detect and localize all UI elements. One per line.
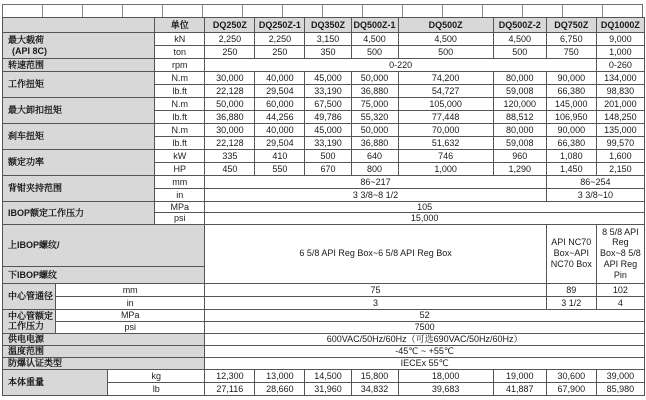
label-brake-torque: 刹车扭矩 bbox=[3, 124, 155, 150]
label-ibop-pressure: IBOP额定工作压力 bbox=[3, 202, 155, 225]
value-ibop-mpa: 105 bbox=[205, 202, 645, 213]
row-brake-torque-nm bbox=[3, 124, 645, 137]
value-cell: 51,632 bbox=[398, 137, 493, 150]
unit-in: in bbox=[155, 189, 205, 202]
value-explosion-proof-cert: IECEx 55℃ bbox=[205, 357, 645, 369]
label-max-load bbox=[3, 33, 155, 59]
empty-cell bbox=[123, 5, 163, 17]
value-cell: 500 bbox=[305, 150, 351, 163]
value-cell: 4,500 bbox=[351, 33, 398, 46]
value-cell: 22,128 bbox=[205, 137, 255, 150]
value-cell: 29,504 bbox=[255, 137, 305, 150]
unit-psi: psi bbox=[155, 213, 205, 224]
value-cell: 50,000 bbox=[351, 124, 398, 137]
column-header-dq1000z: DQ1000Z bbox=[596, 18, 644, 33]
unit-kg: kg bbox=[108, 369, 205, 382]
value-cell: 1,080 bbox=[546, 150, 596, 163]
value-cell: 30,600 bbox=[546, 369, 596, 382]
row-weight-kg bbox=[3, 369, 645, 382]
value-cell: 67,900 bbox=[546, 382, 596, 395]
value-cell: 3,150 bbox=[305, 33, 351, 46]
empty-cell bbox=[43, 5, 83, 17]
value-cell: 746 bbox=[398, 150, 493, 163]
value-cell: 36,880 bbox=[205, 111, 255, 124]
value-cell: 670 bbox=[305, 163, 351, 176]
value-cell: 13,000 bbox=[255, 369, 305, 382]
unit-psi: psi bbox=[56, 321, 205, 333]
value-cell: 30,000 bbox=[205, 124, 255, 137]
label-backup-tong: 背钳夹持范围 bbox=[3, 176, 155, 202]
value-center-bore-in-dq1000z: 4 bbox=[596, 296, 644, 309]
empty-cell bbox=[563, 5, 603, 17]
unit-kn: kN bbox=[155, 33, 205, 46]
value-cell: 350 bbox=[305, 46, 351, 59]
value-cell: 500 bbox=[493, 46, 546, 59]
value-ibop-thread-dq750z: API NC70 Box~API NC70 Box bbox=[546, 224, 596, 283]
value-cell: 14,500 bbox=[305, 369, 351, 382]
value-cell: 250 bbox=[205, 46, 255, 59]
value-cell: 34,832 bbox=[351, 382, 398, 395]
empty-cell bbox=[403, 5, 443, 17]
unit-mm: mm bbox=[56, 283, 205, 296]
value-cell: 39,000 bbox=[596, 369, 644, 382]
column-header-dq250z: DQ250Z bbox=[205, 18, 255, 33]
unit-lbft: lb.ft bbox=[155, 85, 205, 98]
value-backup-tong-in-last: 3 3/8~10 bbox=[546, 189, 644, 202]
column-header-dq250z-1: DQ250Z-1 bbox=[255, 18, 305, 33]
header-unit: 单位 bbox=[155, 18, 205, 33]
row-temperature-range bbox=[3, 345, 645, 357]
value-cell: 66,380 bbox=[546, 85, 596, 98]
unit-nm: N.m bbox=[155, 124, 205, 137]
value-ibop-thread-dq1000z: 8 5/8 API Reg Box~8 5/8 API Reg Pin bbox=[596, 224, 644, 283]
header-blank bbox=[3, 18, 155, 33]
value-cell: 45,000 bbox=[305, 124, 351, 137]
value-cell: 250 bbox=[255, 46, 305, 59]
empty-cell bbox=[523, 5, 563, 17]
value-cell: 41,887 bbox=[493, 382, 546, 395]
unit-mm: mm bbox=[155, 176, 205, 189]
value-cell: 33,190 bbox=[305, 137, 351, 150]
row-center-bore-in bbox=[3, 296, 645, 309]
row-power-supply bbox=[3, 333, 645, 345]
value-cell: 40,000 bbox=[255, 72, 305, 85]
value-cell: 1,290 bbox=[493, 163, 546, 176]
empty-cell bbox=[363, 5, 403, 17]
unit-lbft: lb.ft bbox=[155, 111, 205, 124]
unit-kw: kW bbox=[155, 150, 205, 163]
value-backup-tong-mm-last: 86~254 bbox=[546, 176, 644, 189]
label-temperature-range: 温度范围 bbox=[3, 345, 205, 357]
value-cell: 88,512 bbox=[493, 111, 546, 124]
label-max-load-line1: 最大载荷 bbox=[8, 35, 45, 46]
empty-cell bbox=[163, 5, 203, 17]
value-cell: 18,000 bbox=[398, 369, 493, 382]
row-explosion-proof-cert bbox=[3, 357, 645, 369]
empty-cell bbox=[603, 5, 642, 17]
value-cell: 55,320 bbox=[351, 111, 398, 124]
value-cell: 4,500 bbox=[493, 33, 546, 46]
label-working-torque: 工作扭矩 bbox=[3, 72, 155, 98]
value-cell: 80,000 bbox=[493, 124, 546, 137]
value-cell: 640 bbox=[351, 150, 398, 163]
value-cell: 50,000 bbox=[351, 72, 398, 85]
label-body-weight: 本体重量 bbox=[3, 369, 108, 395]
unit-lb: lb bbox=[108, 382, 205, 395]
value-cell: 960 bbox=[493, 150, 546, 163]
value-cell: 800 bbox=[351, 163, 398, 176]
value-cell: 90,000 bbox=[546, 124, 596, 137]
value-cell: 54,727 bbox=[398, 85, 493, 98]
value-center-pressure-mpa: 52 bbox=[205, 309, 645, 321]
value-cell: 148,250 bbox=[596, 111, 644, 124]
column-header-dq500z: DQ500Z bbox=[398, 18, 493, 33]
unit-nm: N.m bbox=[155, 98, 205, 111]
value-cell: 335 bbox=[205, 150, 255, 163]
empty-cell bbox=[283, 5, 323, 17]
empty-cell bbox=[443, 5, 483, 17]
value-speed-main: 0-220 bbox=[205, 59, 597, 72]
unit-ton: ton bbox=[155, 46, 205, 59]
value-cell: 30,000 bbox=[205, 72, 255, 85]
value-cell: 36,880 bbox=[351, 85, 398, 98]
label-power-supply: 供电电源 bbox=[3, 333, 205, 345]
value-cell: 500 bbox=[398, 46, 493, 59]
value-cell: 74,200 bbox=[398, 72, 493, 85]
row-rated-power-kw bbox=[3, 150, 645, 163]
value-cell: 50,000 bbox=[205, 98, 255, 111]
label-rated-power: 额定功率 bbox=[3, 150, 155, 176]
column-header-dq750z: DQ750Z bbox=[546, 18, 596, 33]
value-center-bore-mm-dq750z: 89 bbox=[546, 283, 596, 296]
row-working-torque-nm bbox=[3, 72, 645, 85]
value-cell: 59,008 bbox=[493, 85, 546, 98]
value-cell: 450 bbox=[205, 163, 255, 176]
value-center-pressure-psi: 7500 bbox=[205, 321, 645, 333]
value-cell: 85,980 bbox=[596, 382, 644, 395]
value-cell: 145,000 bbox=[546, 98, 596, 111]
value-cell: 40,000 bbox=[255, 124, 305, 137]
empty-cell bbox=[483, 5, 523, 17]
empty-cell bbox=[243, 5, 283, 17]
column-header-dq500z-1: DQ500Z-1 bbox=[351, 18, 398, 33]
value-cell: 12,300 bbox=[205, 369, 255, 382]
value-cell: 105,000 bbox=[398, 98, 493, 111]
value-cell: 90,000 bbox=[546, 72, 596, 85]
value-cell: 1,450 bbox=[546, 163, 596, 176]
column-header-dq350z: DQ350Z bbox=[305, 18, 351, 33]
row-center-pressure-mpa bbox=[3, 309, 645, 321]
value-cell: 60,000 bbox=[255, 98, 305, 111]
header-row bbox=[3, 18, 645, 33]
value-cell: 45,000 bbox=[305, 72, 351, 85]
value-cell: 201,000 bbox=[596, 98, 644, 111]
row-ibop-thread-upper bbox=[3, 224, 645, 266]
value-cell: 19,000 bbox=[493, 369, 546, 382]
value-power-supply: 600VAC/50Hz/60Hz（可选690VAC/50Hz/60Hz） bbox=[205, 333, 645, 345]
label-center-pressure: 中心管额定工作压力 bbox=[3, 309, 56, 333]
label-center-bore: 中心管通径 bbox=[3, 283, 56, 309]
empty-cell bbox=[323, 5, 363, 17]
value-cell: 2,250 bbox=[205, 33, 255, 46]
row-ibop-pressure-mpa bbox=[3, 202, 645, 213]
value-cell: 120,000 bbox=[493, 98, 546, 111]
value-cell: 410 bbox=[255, 150, 305, 163]
value-cell: 1,000 bbox=[398, 163, 493, 176]
row-max-load-kn bbox=[3, 33, 645, 46]
value-cell: 22,128 bbox=[205, 85, 255, 98]
unit-nm: N.m bbox=[155, 72, 205, 85]
value-cell: 106,950 bbox=[546, 111, 596, 124]
value-cell: 15,800 bbox=[351, 369, 398, 382]
value-cell: 33,190 bbox=[305, 85, 351, 98]
row-speed-range bbox=[3, 59, 645, 72]
unit-in: in bbox=[56, 296, 205, 309]
value-ibop-thread-main: 6 5/8 API Reg Box~6 5/8 API Reg Box bbox=[205, 224, 546, 283]
value-cell: 1,000 bbox=[596, 46, 644, 59]
row-backup-tong-mm bbox=[3, 176, 645, 189]
value-cell: 70,000 bbox=[398, 124, 493, 137]
value-cell: 134,000 bbox=[596, 72, 644, 85]
value-cell: 28,660 bbox=[255, 382, 305, 395]
value-cell: 4,500 bbox=[398, 33, 493, 46]
row-center-pressure-psi bbox=[3, 321, 645, 333]
value-cell: 39,683 bbox=[398, 382, 493, 395]
label-ibop-thread-lower: 下IBOP螺纹 bbox=[3, 266, 205, 283]
value-cell: 2,150 bbox=[596, 163, 644, 176]
value-cell: 27,116 bbox=[205, 382, 255, 395]
unit-rpm: rpm bbox=[155, 59, 205, 72]
label-explosion-proof-cert: 防爆认证类型 bbox=[3, 357, 205, 369]
value-cell: 49,786 bbox=[305, 111, 351, 124]
column-header-dq500z-2: DQ500Z-2 bbox=[493, 18, 546, 33]
unit-mpa: MPa bbox=[56, 309, 205, 321]
label-max-load-line2: (API 8C) bbox=[12, 45, 48, 56]
value-cell: 66,380 bbox=[546, 137, 596, 150]
value-backup-tong-mm-main: 86~217 bbox=[205, 176, 546, 189]
unit-hp: HP bbox=[155, 163, 205, 176]
value-cell: 550 bbox=[255, 163, 305, 176]
value-cell: 9,000 bbox=[596, 33, 644, 46]
label-breakout-torque: 最大卸扣扭矩 bbox=[3, 98, 155, 124]
spec-table bbox=[2, 17, 645, 396]
value-cell: 44,256 bbox=[255, 111, 305, 124]
value-cell: 59,008 bbox=[493, 137, 546, 150]
value-speed-dq1000z: 0-260 bbox=[596, 59, 644, 72]
empty-grid-row bbox=[2, 4, 643, 17]
value-cell: 500 bbox=[351, 46, 398, 59]
value-cell: 31,960 bbox=[305, 382, 351, 395]
value-center-bore-mm-dq1000z: 102 bbox=[596, 283, 644, 296]
value-center-bore-mm-main: 75 bbox=[205, 283, 546, 296]
unit-lbft: lb.ft bbox=[155, 137, 205, 150]
value-cell: 75,000 bbox=[351, 98, 398, 111]
empty-cell bbox=[3, 5, 43, 17]
row-breakout-torque-nm bbox=[3, 98, 645, 111]
value-cell: 67,500 bbox=[305, 98, 351, 111]
empty-cell bbox=[83, 5, 123, 17]
value-cell: 6,750 bbox=[546, 33, 596, 46]
value-center-bore-in-main: 3 bbox=[205, 296, 546, 309]
label-ibop-thread-upper: 上IBOP螺纹/ bbox=[3, 224, 205, 266]
value-cell: 2,250 bbox=[255, 33, 305, 46]
value-backup-tong-in-main: 3 3/8~8 1/2 bbox=[205, 189, 546, 202]
unit-mpa: MPa bbox=[155, 202, 205, 213]
row-center-bore-mm bbox=[3, 283, 645, 296]
label-speed-range: 转速范围 bbox=[3, 59, 155, 72]
value-cell: 98,830 bbox=[596, 85, 644, 98]
value-cell: 135,000 bbox=[596, 124, 644, 137]
value-cell: 1,600 bbox=[596, 150, 644, 163]
value-temperature-range: -45℃ ~ +55℃ bbox=[205, 345, 645, 357]
empty-cell bbox=[203, 5, 243, 17]
value-cell: 99,570 bbox=[596, 137, 644, 150]
value-ibop-psi: 15,000 bbox=[205, 213, 645, 224]
value-cell: 29,504 bbox=[255, 85, 305, 98]
value-cell: 77,448 bbox=[398, 111, 493, 124]
value-cell: 80,000 bbox=[493, 72, 546, 85]
value-cell: 36,880 bbox=[351, 137, 398, 150]
value-center-bore-in-dq750z: 3 1/2 bbox=[546, 296, 596, 309]
value-cell: 750 bbox=[546, 46, 596, 59]
